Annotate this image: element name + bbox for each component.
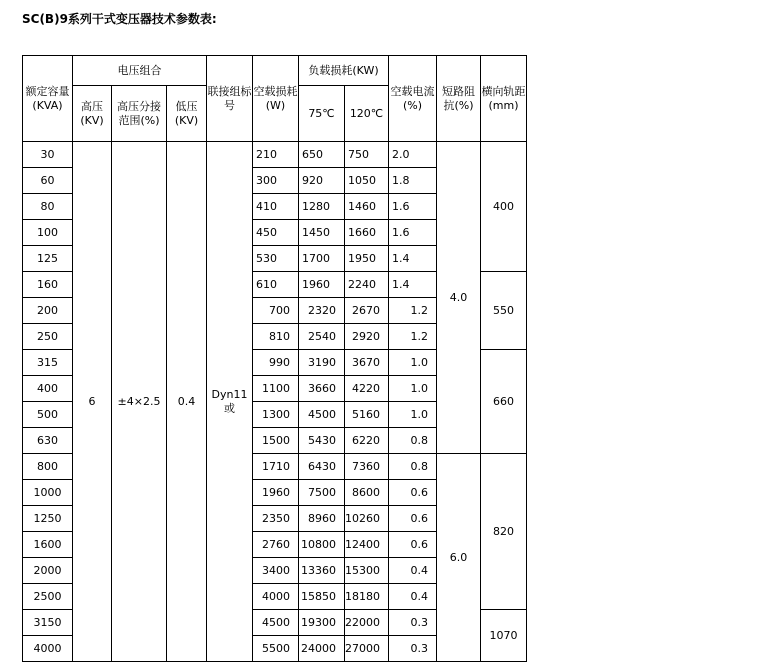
header-lv: 低压(KV) [167,86,207,142]
cell-no-load-loss: 3400 [253,558,299,584]
cell-load-loss-120: 7360 [345,454,389,480]
cell-capacity: 200 [23,298,73,324]
cell-no-load-loss: 530 [253,246,299,272]
cell-no-load-loss: 990 [253,350,299,376]
cell-no-load-loss: 1710 [253,454,299,480]
cell-load-loss-75: 4500 [299,402,345,428]
cell-rail-merged: 400 [481,142,527,272]
cell-load-loss-75: 24000 [299,636,345,662]
cell-load-loss-75: 10800 [299,532,345,558]
cell-no-load-current: 1.2 [389,324,437,350]
cell-no-load-current: 0.3 [389,636,437,662]
cell-no-load-current: 1.4 [389,246,437,272]
cell-load-loss-75: 920 [299,168,345,194]
header-capacity: 额定容量(KVA) [23,56,73,142]
cell-no-load-current: 0.3 [389,610,437,636]
cell-load-loss-120: 5160 [345,402,389,428]
cell-no-load-loss: 300 [253,168,299,194]
cell-load-loss-75: 13360 [299,558,345,584]
cell-capacity: 160 [23,272,73,298]
cell-load-loss-75: 650 [299,142,345,168]
cell-load-loss-75: 1960 [299,272,345,298]
cell-no-load-loss: 5500 [253,636,299,662]
cell-tap-merged: ±4×2.5 [112,142,167,662]
cell-capacity: 2500 [23,584,73,610]
cell-hv-merged: 6 [73,142,112,662]
header-load-loss: 负载损耗(KW) [299,56,389,86]
cell-impedance-merged: 6.0 [437,454,481,662]
cell-no-load-loss: 2350 [253,506,299,532]
cell-no-load-current: 1.6 [389,194,437,220]
cell-load-loss-75: 3190 [299,350,345,376]
cell-load-loss-120: 3670 [345,350,389,376]
cell-no-load-loss: 810 [253,324,299,350]
cell-load-loss-120: 6220 [345,428,389,454]
cell-load-loss-120: 12400 [345,532,389,558]
cell-load-loss-75: 8960 [299,506,345,532]
header-75c: 75℃ [299,86,345,142]
cell-no-load-current: 0.6 [389,532,437,558]
cell-load-loss-120: 1460 [345,194,389,220]
cell-capacity: 30 [23,142,73,168]
cell-load-loss-75: 1700 [299,246,345,272]
cell-load-loss-120: 22000 [345,610,389,636]
cell-load-loss-75: 1280 [299,194,345,220]
cell-connection-merged: Dyn11或 [207,142,253,662]
cell-capacity: 2000 [23,558,73,584]
cell-capacity: 60 [23,168,73,194]
header-no-load-current: 空载电流(%) [389,56,437,142]
cell-load-loss-75: 6430 [299,454,345,480]
cell-load-loss-75: 1450 [299,220,345,246]
cell-capacity: 500 [23,402,73,428]
cell-load-loss-120: 750 [345,142,389,168]
cell-no-load-current: 0.6 [389,480,437,506]
cell-load-loss-120: 1950 [345,246,389,272]
cell-load-loss-75: 2540 [299,324,345,350]
cell-no-load-current: 2.0 [389,142,437,168]
cell-load-loss-75: 5430 [299,428,345,454]
cell-no-load-loss: 4500 [253,610,299,636]
page-title: SC(B)9系列干式变压器技术参数表: [22,12,217,26]
cell-no-load-loss: 610 [253,272,299,298]
cell-no-load-loss: 410 [253,194,299,220]
cell-no-load-loss: 1500 [253,428,299,454]
cell-load-loss-120: 4220 [345,376,389,402]
cell-no-load-current: 1.0 [389,350,437,376]
cell-capacity: 800 [23,454,73,480]
cell-no-load-current: 0.8 [389,428,437,454]
cell-rail-merged: 1070 [481,610,527,662]
header-impedance: 短路阻抗(%) [437,56,481,142]
cell-capacity: 1000 [23,480,73,506]
cell-no-load-loss: 1100 [253,376,299,402]
cell-capacity: 1600 [23,532,73,558]
cell-load-loss-120: 8600 [345,480,389,506]
table-row [23,142,527,168]
cell-load-loss-75: 15850 [299,584,345,610]
cell-load-loss-75: 3660 [299,376,345,402]
cell-impedance-merged: 4.0 [437,142,481,454]
cell-load-loss-120: 2670 [345,298,389,324]
cell-no-load-loss: 2760 [253,532,299,558]
cell-no-load-loss: 700 [253,298,299,324]
cell-capacity: 80 [23,194,73,220]
cell-capacity: 250 [23,324,73,350]
header-connection: 联接组标号 [207,56,253,142]
cell-no-load-current: 1.2 [389,298,437,324]
cell-capacity: 630 [23,428,73,454]
header-120c: 120℃ [345,86,389,142]
cell-no-load-loss: 450 [253,220,299,246]
cell-no-load-current: 0.4 [389,584,437,610]
cell-no-load-current: 1.4 [389,272,437,298]
cell-load-loss-120: 2240 [345,272,389,298]
cell-no-load-loss: 1300 [253,402,299,428]
cell-no-load-current: 1.0 [389,402,437,428]
cell-load-loss-120: 10260 [345,506,389,532]
cell-capacity: 4000 [23,636,73,662]
cell-no-load-current: 1.6 [389,220,437,246]
header-rail-distance: 横向轨距(mm) [481,56,527,142]
cell-no-load-current: 0.4 [389,558,437,584]
cell-load-loss-75: 7500 [299,480,345,506]
header-voltage-group: 电压组合 [73,56,207,86]
cell-no-load-current: 1.8 [389,168,437,194]
cell-capacity: 315 [23,350,73,376]
cell-load-loss-120: 27000 [345,636,389,662]
cell-capacity: 400 [23,376,73,402]
cell-rail-merged: 820 [481,454,527,610]
cell-lv-merged: 0.4 [167,142,207,662]
cell-load-loss-75: 2320 [299,298,345,324]
cell-no-load-loss: 210 [253,142,299,168]
cell-load-loss-120: 1660 [345,220,389,246]
spec-table [22,55,527,662]
header-tap-range: 高压分接范围(%) [112,86,167,142]
cell-load-loss-120: 18180 [345,584,389,610]
cell-capacity: 3150 [23,610,73,636]
cell-no-load-current: 0.8 [389,454,437,480]
cell-load-loss-120: 1050 [345,168,389,194]
cell-capacity: 100 [23,220,73,246]
cell-load-loss-75: 19300 [299,610,345,636]
cell-rail-merged: 660 [481,350,527,454]
cell-no-load-current: 0.6 [389,506,437,532]
cell-load-loss-120: 2920 [345,324,389,350]
cell-no-load-loss: 1960 [253,480,299,506]
cell-capacity: 1250 [23,506,73,532]
cell-no-load-loss: 4000 [253,584,299,610]
cell-rail-merged: 550 [481,272,527,350]
cell-no-load-current: 1.0 [389,376,437,402]
cell-capacity: 125 [23,246,73,272]
header-no-load-loss: 空载损耗(W) [253,56,299,142]
cell-load-loss-120: 15300 [345,558,389,584]
header-hv: 高压(KV) [73,86,112,142]
